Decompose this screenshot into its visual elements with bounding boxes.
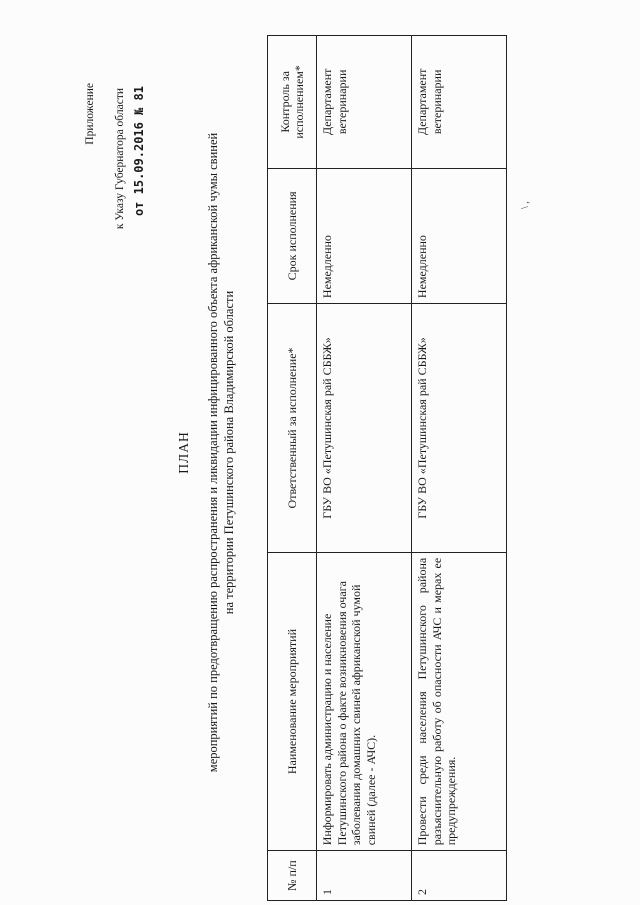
table-row (412, 36, 507, 901)
decree-date: от 15.09.2016 № 81 (132, 86, 146, 217)
row-control: Департамент ветеринарии (317, 36, 412, 169)
row-activity: Провести среди населения Петушинского района разъяснительную работу об опасности АЧС и мерах ее предупреждения. (412, 552, 507, 850)
row-term: Немедленно (412, 168, 507, 303)
row-term: Немедленно (317, 168, 412, 303)
row-activity: Информировать администрацию и население Петушинского района о факте возникновения очага заболевания домашних свиней африканской чумой свиней (далее - АЧС). (317, 552, 412, 850)
column-header-num: № п/п (268, 851, 317, 901)
row-responsible: ГБУ ВО «Петушинская рай СББЖ» (317, 304, 412, 553)
plan-subtitle (205, 0, 237, 905)
plan-subtitle-line1: мероприятий по предотвращению распространения и ликвидации инфицированного объекта африканской чумы свиней (206, 132, 220, 773)
scan-speck: \ , (520, 201, 531, 209)
plan-heading: ПЛАН (176, 431, 191, 474)
row-number: 2 (412, 851, 507, 901)
plan-table (267, 35, 507, 901)
row-responsible: ГБУ ВО «Петушинская рай СББЖ» (412, 304, 507, 553)
plan-subtitle-line2: на территории Петушинского района Владимирской области (222, 290, 236, 615)
row-control: Департамент ветеринарии (412, 36, 507, 169)
row-number: 1 (317, 851, 412, 901)
column-header-responsible: Ответственный за исполнение* (268, 304, 317, 553)
column-header-control: Контроль за исполнением* (268, 36, 317, 169)
appendix-caption: Приложение (84, 83, 96, 145)
table-row (317, 36, 412, 901)
column-header-name: Наименование мероприятий (268, 552, 317, 850)
column-header-term: Срок исполнения (268, 168, 317, 303)
table-header-row (268, 36, 317, 901)
decree-reference: к Указу Губернатора области (114, 88, 126, 230)
